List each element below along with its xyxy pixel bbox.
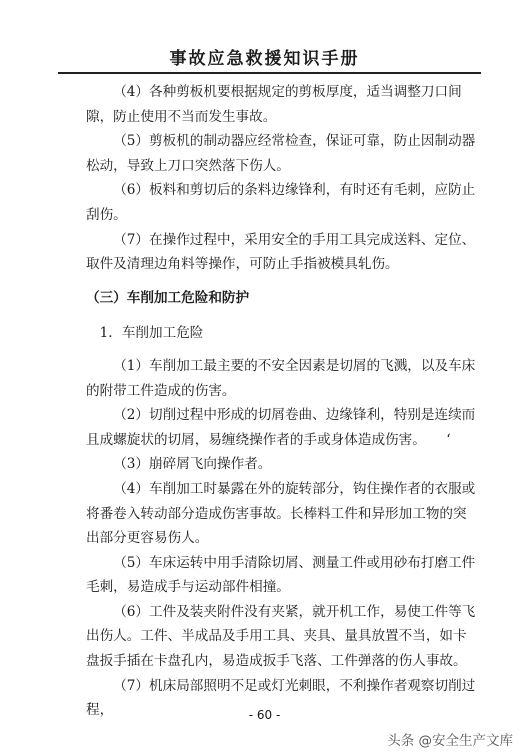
paragraph: （6）板料和剪切后的条料边缘锋利，有时还有毛刺，应防止刮伤。: [86, 182, 476, 223]
paragraph: （4）车削加工时暴露在外的旋转部分，钩住操作者的衣服或将番卷入转动部分造成伤害事故。长棒料工件和异形加工物的突出部分更容易伤人。: [86, 480, 476, 547]
paragraph: （7）在操作过程中，采用安全的手用工具完成送料、定位、取件及清理边角料等操作，可防止手指被模具轧伤。: [86, 231, 476, 273]
paragraph: （5）剪板机的制动器应经常检查，保证可靠，防止因制动器松动，导致上刀口突然落下伤人。: [86, 133, 476, 174]
paragraph: （6）工件及装夹附件没有夹紧，就开机工作，易使工件等飞出伤人。工件、半成品及手用工具、夹具、量具放置不当，如卡盘扳手插在卡盘孔内，易造成扳手飞落、工件弹落的伤人事故。: [86, 603, 476, 670]
section-heading: （三）车削加工危险和防护: [86, 289, 250, 306]
page-header-title: 事故应急救援知识手册: [169, 49, 360, 69]
paragraph: （3）崩碎屑飞向操作者。: [113, 456, 272, 473]
document-body: [86, 80, 476, 723]
paragraph: （2）切削过程中形成的切屑卷曲、边缘锋利，特别是连续而且成螺旋状的切屑，易缠绕操作者的手或身体造成伤害。 ‘: [86, 407, 476, 448]
paragraph: （1）车削加工最主要的不安全因素是切屑的飞溅，以及车床的附带工件造成的伤害。: [86, 357, 476, 399]
source-watermark: 头条 @安全生产文库: [387, 733, 513, 749]
paragraph: （4）各种剪板机要根据规定的剪板厚度，适当调整刀口间隙，防止使用不当而发生事故。: [86, 84, 462, 125]
subsection-heading: 1．车削加工危险: [99, 325, 204, 342]
paragraph: （7）机床局部照明不足或灯光刺眼，不利操作者观察切削过程，: [86, 677, 476, 719]
page-number: - 60 -: [248, 708, 281, 722]
header-rule: [58, 72, 481, 74]
paragraph: （5）车床运转中用手清除切屑、测量工件或用砂布打磨工件毛刺，易造成手与运动部件相撞。: [86, 554, 476, 596]
